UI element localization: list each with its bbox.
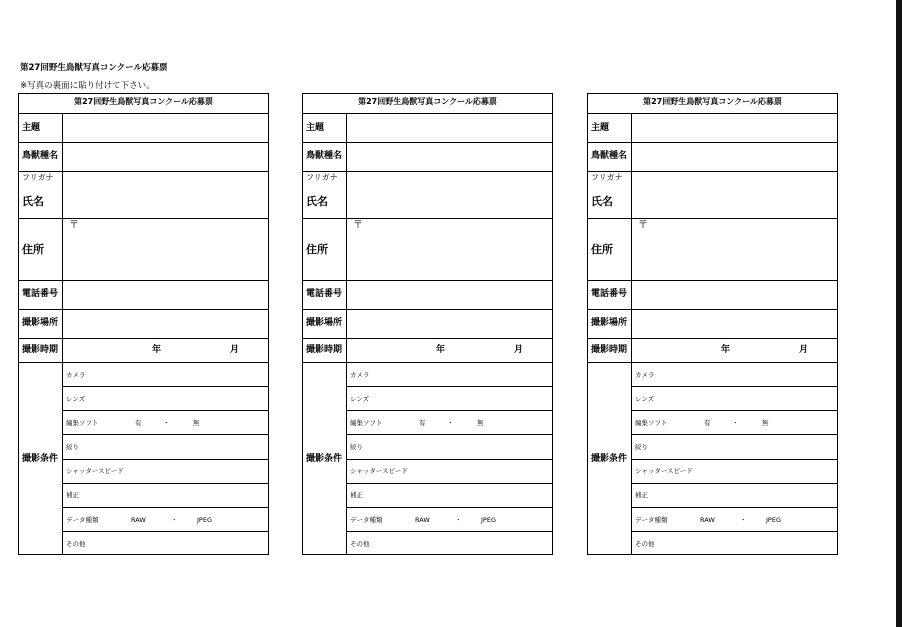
divider <box>62 410 268 411</box>
column-divider <box>631 113 632 554</box>
phone-label: 電話番号 <box>22 289 59 299</box>
postal-mark: 〒 <box>353 220 363 231</box>
divider <box>346 386 552 387</box>
form-title: 第27回野生鳥獣写真コンクール応募票 <box>358 97 497 106</box>
camera-label: カメラ <box>635 371 655 379</box>
divider <box>19 218 268 219</box>
entry-form-2 <box>302 93 553 555</box>
furigana-label: フリガナ <box>22 173 54 182</box>
datatype-label: データ種類 <box>350 516 383 524</box>
shutter-label: シャッタースピード <box>350 467 408 475</box>
divider <box>19 338 268 339</box>
divider <box>303 309 552 310</box>
lens-label: レンズ <box>635 395 655 403</box>
divider <box>631 459 837 460</box>
phone-label: 電話番号 <box>591 289 628 299</box>
divider <box>346 434 552 435</box>
postal-mark: 〒 <box>69 220 79 231</box>
divider <box>346 459 552 460</box>
furigana-label: フリガナ <box>306 173 338 182</box>
camera-label: カメラ <box>350 371 370 379</box>
datatype-dot: ・ <box>455 516 462 524</box>
software-label: 編集ソフト <box>350 419 383 427</box>
furigana-label: フリガナ <box>591 173 623 182</box>
software-no: 無 <box>762 419 769 427</box>
species-label: 鳥獣種名 <box>591 151 628 161</box>
software-no: 無 <box>477 419 484 427</box>
divider <box>631 434 837 435</box>
location-label: 撮影場所 <box>22 318 59 328</box>
name-label: 氏名 <box>306 195 328 208</box>
correction-label: 補正 <box>350 491 363 499</box>
software-label: 編集ソフト <box>66 419 99 427</box>
software-dot: ・ <box>732 419 739 427</box>
other-label: その他 <box>66 540 86 548</box>
divider <box>631 483 837 484</box>
divider <box>588 142 837 143</box>
other-label: その他 <box>350 540 370 548</box>
shutter-label: シャッタースピード <box>635 467 693 475</box>
divider <box>62 483 268 484</box>
shutter-label: シャッタースピード <box>66 467 124 475</box>
column-divider <box>62 113 63 554</box>
divider <box>588 218 837 219</box>
subject-label: 主題 <box>306 123 325 133</box>
conditions-label: 撮影条件 <box>22 454 59 464</box>
location-label: 撮影場所 <box>306 318 343 328</box>
divider <box>19 113 268 114</box>
datatype-raw: RAW <box>415 516 430 524</box>
camera-label: カメラ <box>66 371 86 379</box>
datatype-label: データ種類 <box>635 516 668 524</box>
period-label: 撮影時期 <box>22 345 59 355</box>
entry-form-1 <box>18 93 269 555</box>
software-label: 編集ソフト <box>635 419 668 427</box>
divider <box>19 171 268 172</box>
subject-label: 主題 <box>591 123 610 133</box>
divider <box>588 362 837 363</box>
software-dot: ・ <box>163 419 170 427</box>
software-yes: 有 <box>135 419 142 427</box>
divider <box>303 362 552 363</box>
datatype-raw: RAW <box>700 516 715 524</box>
datatype-dot: ・ <box>171 516 178 524</box>
divider <box>62 507 268 508</box>
software-yes: 有 <box>704 419 711 427</box>
period-label: 撮影時期 <box>591 345 628 355</box>
divider <box>19 309 268 310</box>
divider <box>62 386 268 387</box>
correction-label: 補正 <box>635 491 648 499</box>
divider <box>631 410 837 411</box>
address-label: 住所 <box>591 243 613 256</box>
divider <box>19 142 268 143</box>
address-label: 住所 <box>306 243 328 256</box>
divider <box>19 280 268 281</box>
divider <box>303 142 552 143</box>
datatype-dot: ・ <box>740 516 747 524</box>
location-label: 撮影場所 <box>591 318 628 328</box>
period-label: 撮影時期 <box>306 345 343 355</box>
software-yes: 有 <box>419 419 426 427</box>
divider <box>588 113 837 114</box>
divider <box>346 483 552 484</box>
divider <box>631 507 837 508</box>
aperture-label: 絞り <box>635 443 648 451</box>
divider <box>303 338 552 339</box>
document-title: 第27回野生鳥獣写真コンクール応募票 <box>20 63 168 73</box>
divider <box>588 309 837 310</box>
divider <box>62 434 268 435</box>
species-label: 鳥獣種名 <box>306 151 343 161</box>
divider <box>631 531 837 532</box>
software-no: 無 <box>193 419 200 427</box>
divider <box>588 171 837 172</box>
software-dot: ・ <box>447 419 454 427</box>
divider <box>62 459 268 460</box>
datatype-jpeg: JPEG <box>481 516 496 524</box>
month-label: 月 <box>514 345 524 355</box>
divider <box>631 386 837 387</box>
other-label: その他 <box>635 540 655 548</box>
phone-label: 電話番号 <box>306 289 343 299</box>
aperture-label: 絞り <box>66 443 79 451</box>
divider <box>19 362 268 363</box>
divider <box>303 218 552 219</box>
datatype-jpeg: JPEG <box>197 516 212 524</box>
correction-label: 補正 <box>66 491 79 499</box>
subject-label: 主題 <box>22 123 41 133</box>
column-divider <box>346 113 347 554</box>
document-note: ※写真の裏面に貼り付けて下さい。 <box>20 81 155 91</box>
month-label: 月 <box>799 345 809 355</box>
divider <box>346 410 552 411</box>
aperture-label: 絞り <box>350 443 363 451</box>
viewer-scrollbar <box>896 0 902 627</box>
divider <box>62 531 268 532</box>
divider <box>303 280 552 281</box>
datatype-label: データ種類 <box>66 516 99 524</box>
postal-mark: 〒 <box>638 220 648 231</box>
conditions-label: 撮影条件 <box>306 454 343 464</box>
form-title: 第27回野生鳥獣写真コンクール応募票 <box>643 97 782 106</box>
lens-label: レンズ <box>350 395 370 403</box>
datatype-raw: RAW <box>131 516 146 524</box>
conditions-label: 撮影条件 <box>591 454 628 464</box>
year-label: 年 <box>721 345 731 355</box>
divider <box>346 507 552 508</box>
divider <box>588 280 837 281</box>
address-label: 住所 <box>22 243 44 256</box>
divider <box>303 171 552 172</box>
divider <box>346 531 552 532</box>
year-label: 年 <box>152 345 162 355</box>
divider <box>303 113 552 114</box>
entry-form-3 <box>587 93 838 555</box>
lens-label: レンズ <box>66 395 86 403</box>
species-label: 鳥獣種名 <box>22 151 59 161</box>
form-title: 第27回野生鳥獣写真コンクール応募票 <box>74 97 213 106</box>
divider <box>588 338 837 339</box>
name-label: 氏名 <box>591 195 613 208</box>
year-label: 年 <box>436 345 446 355</box>
name-label: 氏名 <box>22 195 44 208</box>
month-label: 月 <box>230 345 240 355</box>
datatype-jpeg: JPEG <box>766 516 781 524</box>
